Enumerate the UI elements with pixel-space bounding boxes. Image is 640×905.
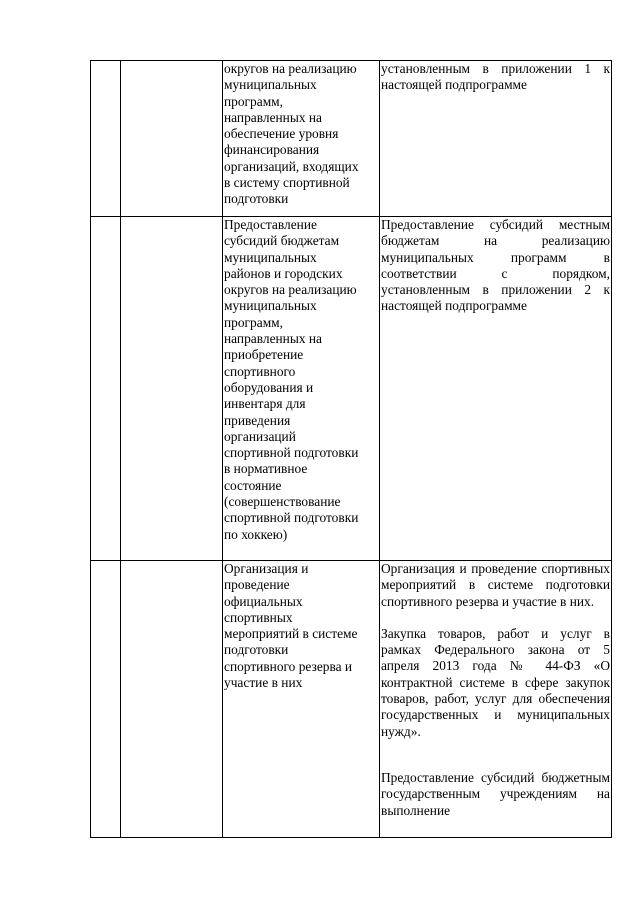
table-cell-empty: [121, 561, 223, 838]
measure-text: Организация и проведение официальных спортивных мероприятий в системе подготовки спортивного резерва и участие в них: [224, 561, 358, 691]
table-cell-empty: [121, 217, 223, 561]
table-cell-measure: [223, 217, 380, 561]
table-cell-description: [380, 61, 612, 217]
description-paragraph: установленным в приложении 1 к настоящей подпрограмме: [381, 61, 610, 93]
table-cell-description: [380, 217, 612, 561]
table-row: [91, 61, 612, 217]
description-paragraph: Организация и проведение спортивных мероприятий в системе подготовки спортивного резерва и участие в них.: [381, 561, 610, 609]
table-cell-number: [91, 61, 121, 217]
measure-text: округов на реализацию муниципальных программ, направленных на обеспечение уровня финансирования организаций, входящих в систему спортивной подготовки: [224, 61, 359, 207]
table-row: [91, 561, 612, 838]
description-paragraph: Предоставление субсидий бюджетным государственным учреждениям на выполнение: [381, 769, 610, 818]
table-cell-measure: [223, 561, 380, 838]
table-cell-measure: [223, 61, 380, 217]
table-row: [91, 217, 612, 561]
table-cell-description: [380, 561, 612, 838]
description-paragraph: Закупка товаров, работ и услуг в рамках Федерального закона от 5 апреля 2013 года № 44-ФЗ «О контрактной системе в сфере закупок товаров, работ, услуг для обеспечения государственных и муниципальных нужд».: [381, 625, 610, 739]
subprogram-table: [90, 60, 612, 838]
table-cell-number: [91, 217, 121, 561]
description-paragraph: Предоставление субсидий местным бюджетам на реализацию муниципальных программ в соответствии с порядком, установленным в приложении 2 к настоящей подпрограмме: [381, 217, 610, 314]
measure-text: Предоставление субсидий бюджетам муниципальных районов и городских округов на реализацию муниципальных программ, направленных на приобретение спортивного оборудования и инвентаря для приведения организаций спортивной подготовки в нормативное состояние (совершенствование спортивной подготовки по хоккею): [224, 217, 359, 542]
table-cell-number: [91, 561, 121, 838]
table-cell-empty: [121, 61, 223, 217]
